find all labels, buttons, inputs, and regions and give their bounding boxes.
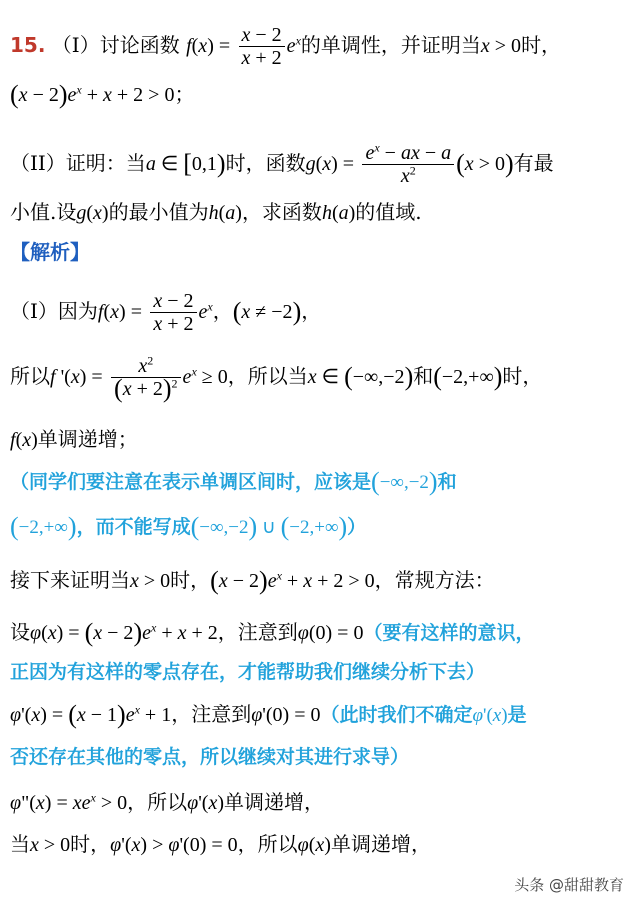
text: ，所以当 [227, 364, 308, 388]
text: ，注意到 [171, 702, 252, 726]
note-3-a-wrap [320, 704, 526, 726]
text: ，注意到 [217, 620, 298, 644]
formula-fprime: f '(x) = [50, 366, 103, 388]
text: ； [174, 82, 195, 106]
formula-phi: $\varphi(x) = (x - 2)e^x + x + 2$ [30, 618, 218, 647]
text: ，所以 [237, 832, 298, 856]
text: 的值域. [355, 200, 422, 224]
part2-label: （II） [10, 151, 66, 175]
problem-line-1 [10, 24, 634, 69]
note-1-line-a [10, 467, 634, 496]
text: ，常规方法： [374, 568, 495, 592]
formula-gx: g(x) [76, 202, 109, 224]
phi-prime-zero: φ'(0) = 0 [251, 704, 321, 726]
text: ，所以 [127, 790, 188, 814]
solution-line-7 [10, 790, 634, 815]
text: ， [301, 299, 322, 323]
text: 和 [413, 364, 434, 388]
inequality: $(x - 2)e^x + x + 2 > 0$ [210, 566, 375, 595]
fraction-x-2-over-x+2: $\frac{x - 2}{x + 2}$ [239, 24, 285, 69]
fraction-derivative: $\frac{x^2}{(x + 2)^2}$ [111, 355, 181, 400]
problem-line-4 [10, 200, 634, 225]
problem-number: 15. [10, 33, 46, 57]
note-3-a: （此时我们不确定 [320, 704, 473, 726]
text: 时， [170, 568, 211, 592]
formula-ha: h(a) [208, 202, 242, 224]
solution-line-4 [10, 568, 634, 593]
text: 时， [521, 33, 562, 57]
watermark: 头条 @甜甜教育 [514, 876, 624, 894]
note-1-line-b [10, 512, 634, 541]
interval-b: (−2,+∞) [10, 512, 77, 541]
phi-zero: φ(0) = 0 [297, 622, 364, 644]
text: 设 [10, 620, 30, 644]
text: 的单调性，并证明当 [300, 33, 481, 57]
formula-phi-second: φ"(x) = $xe^x > 0$ [10, 790, 128, 814]
note-3-b: 是 [507, 704, 527, 726]
text: （I） [10, 299, 58, 323]
formula-fx: f(x) [10, 429, 38, 451]
text: ） [347, 516, 367, 538]
fraction-g: $\frac{e^x - ax - a}{x^2}$ [362, 142, 454, 187]
text: 小值.设 [10, 200, 77, 224]
phi-x: φ(x) [297, 834, 331, 856]
note-2-a: （要有这样的意识， [363, 622, 535, 644]
note-3-line-c: 否还存在其他的零点，所以继续对其进行求导） [10, 746, 410, 768]
phi-prime-x-2: φ'(x) [187, 792, 225, 814]
text: 时，函数 [225, 151, 306, 175]
interval-a: (−∞,−2) [371, 467, 438, 496]
problem-line-2 [10, 82, 634, 107]
text: 单调递增， [224, 790, 325, 814]
formula-a-range: a ∈ [0,1) [145, 149, 226, 178]
solution-line-3 [10, 427, 634, 452]
phi-prime-ineq: φ'(x) > φ'(0) = 0 [110, 834, 238, 856]
formula-cond: x > 0 [480, 35, 522, 57]
text: 证明：当 [65, 151, 146, 175]
part1-label: （I） [51, 33, 100, 57]
text: 单调递增， [330, 832, 431, 856]
phi-prime-x: φ'(x) [472, 705, 508, 726]
interval-union: (−∞,−2) ∪ (−2,+∞) [190, 512, 348, 541]
exp: $e^x$ [198, 299, 213, 323]
text: ，而不能写成 [76, 516, 191, 538]
cond-x-pos-2: x > 0 [30, 834, 71, 856]
problem-line-3 [10, 142, 634, 187]
formula-phi-prime: $\varphi'(x) = (x - 1)e^x + 1$ [10, 700, 172, 729]
interval-2: (−2,+∞) [433, 362, 503, 391]
solution-line-5 [10, 620, 634, 645]
text: ，求函数 [241, 200, 322, 224]
solution-line-8 [10, 832, 634, 857]
formula-x-pos: (x > 0) [456, 149, 514, 178]
text: 有最 [513, 151, 554, 175]
fraction-x-2-over-x+2: $\frac{x - 2}{x + 2}$ [150, 290, 196, 335]
text: 讨论函数 [99, 33, 180, 57]
text: 接下来证明当 [10, 568, 130, 592]
formula-ha-2: h(a) [321, 202, 356, 224]
inequality: $(x - 2)e^x + x + 2 > 0$ [10, 80, 175, 109]
text: 和 [437, 471, 457, 493]
solution-line-1 [10, 290, 634, 335]
solution-line-6 [10, 702, 634, 728]
text: 因为 [57, 299, 98, 323]
text: 当 [10, 832, 30, 856]
text: ， [212, 299, 233, 323]
text: 时， [70, 832, 111, 856]
domain-cond: (x ≠ −2) [232, 297, 302, 326]
solution-header: 【解析】 [10, 240, 90, 264]
exp-ineq: $e^x \ge 0$ [182, 364, 228, 388]
interval-1: x ∈ (−∞,−2) [307, 362, 414, 391]
text: 的最小值为 [108, 200, 209, 224]
text: 单调递增； [37, 427, 138, 451]
text: （同学们要注意在表示单调区间时，应该是 [10, 471, 372, 493]
formula-g: g(x) = [305, 153, 355, 175]
formula-f: f(x) = [97, 301, 142, 323]
text: 时， [502, 364, 543, 388]
cond-x-pos: x > 0 [130, 570, 171, 592]
exp: $e^x$ [286, 33, 301, 57]
text: 所以 [10, 364, 50, 388]
solution-line-2 [10, 353, 634, 403]
note-2-line-b: 正因为有这样的零点存在，才能帮助我们继续分析下去） [10, 661, 486, 683]
formula-f: f(x) = [186, 35, 231, 57]
